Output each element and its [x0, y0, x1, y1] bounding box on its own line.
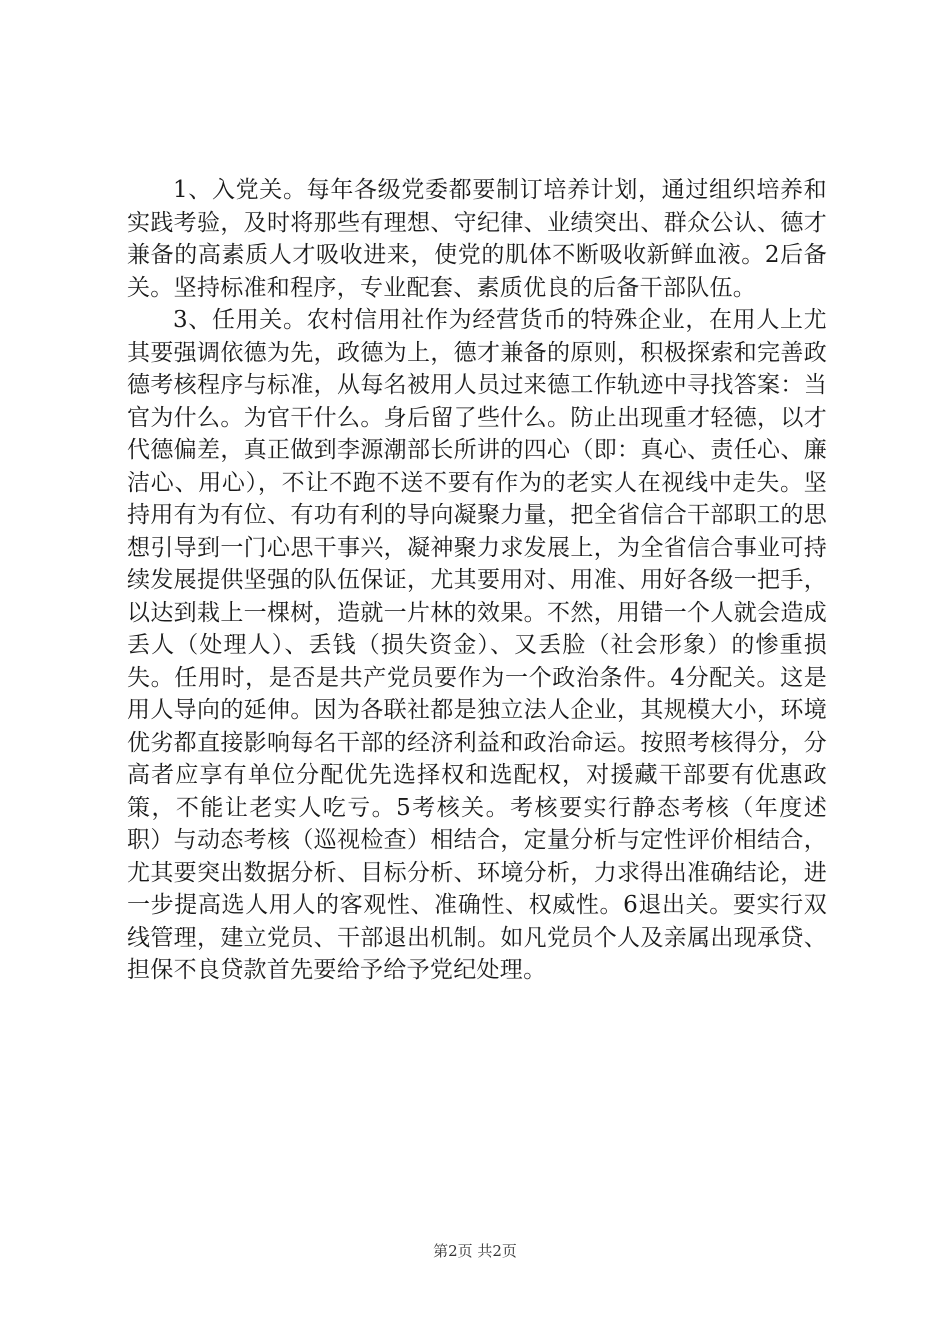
paragraph-appointment-gate: 3、任用关。农村信用社作为经营货币的特殊企业，在用人上尤其要强调依德为先，政德为上，德才兼备的原则，积极探索和完善政德考核程序与标准，从每名被用人员过来德工作轨迹中寻找答案：当官为什么。为官干什么。身后留了些什么。防止出现重才轻德，以才代德偏差，真正做到李源潮部长所讲的四心（即：真心、责任心、廉洁心、用心），不让不跑不送不要有作为的老实人在视线中走失。坚持用有为有位、有功有利的导向凝聚力量，把全省信合干部职工的思想引导到一门心思干事兴，凝神聚力求发展上，为全省信合事业可持续发展提供坚强的队伍保证，尤其要用对、用准、用好各级一把手，以达到栽上一棵树，造就一片林的效果。不然，用错一个人就会造成丢人（处理人）、丢钱（损失资金）、又丢脸（社会形象）的惨重损失。任用时，是否是共产党员要作为一个政治条件。4分配关。这是用人导向的延伸。因为各联社都是独立法人企业，其规模大小，环境优劣都直接影响每名干部的经济利益和政治命运。按照考核得分，分高者应享有单位分配优先选择权和选配权，对援藏干部要有优惠政策，不能让老实人吃亏。5考核关。考核要实行静态考核（年度述职）与动态考核（巡视检查）相结合，定量分析与定性评价相结合，尤其要突出数据分析、目标分析、环境分析，力求得出准确结论，进一步提高选人用人的客观性、准确性、权威性。6退出关。要实行双线管理，建立党员、干部退出机制。如凡党员个人及亲属出现承贷、担保不良贷款首先要给予给予党纪处理。: [127, 307, 827, 983]
page-number-footer: 第2页 共2页: [433, 1242, 517, 1260]
document-body: [127, 174, 827, 987]
paragraph-admission-gate: 1、入党关。每年各级党委都要制订培养计划，通过组织培养和实践考验，及时将那些有理想、守纪律、业绩突出、群众公认、德才兼备的高素质人才吸收进来，使党的肌体不断吸收新鲜血液。2后备关。坚持标准和程序，专业配套、素质优良的后备干部队伍。: [127, 177, 827, 301]
